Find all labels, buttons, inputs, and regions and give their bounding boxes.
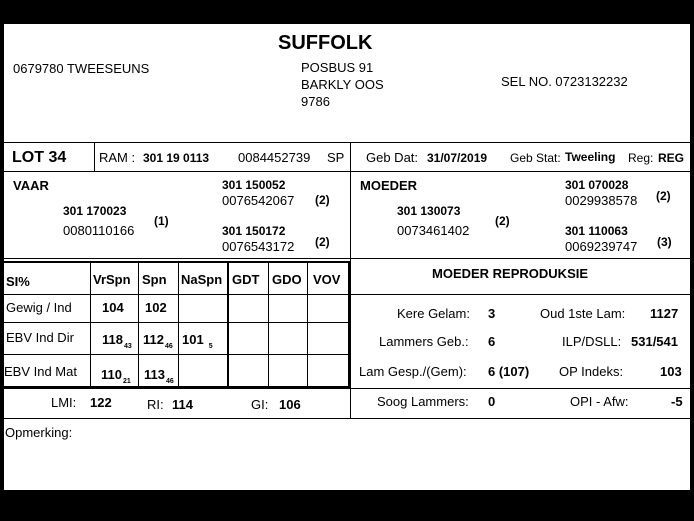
si-header-label: SI% [6,274,30,289]
dam-note: (2) [495,214,510,228]
sire-sire-id: 301 150052 [222,178,286,192]
dam-sire-id: 301 070028 [565,178,629,192]
dam-dam-note: (3) [657,235,672,249]
table-border [227,261,229,387]
divider [4,258,690,259]
si-header-naspn: NaSpn [181,272,223,287]
table-border [4,354,350,355]
ilp-value: 531/541 [631,334,678,349]
table-border [4,261,350,263]
table-border [138,261,139,387]
si-spn-count: 46 [164,343,173,350]
birth-status: Tweeling [565,150,616,164]
si-header-spn: Spn [142,272,167,287]
op-value: 103 [660,364,682,379]
si-vrspn-value: $110_{21}$ [101,367,131,385]
ram-sale-card [4,24,690,490]
dam-id: 301 130073 [397,204,461,218]
sire-sire-note: (2) [315,193,330,207]
opi-value: -5 [671,394,683,409]
lammers-gebore-value: 6 [488,334,496,349]
ram-id: 301 19 0113 [143,151,210,165]
lot-number: LOT 34 [12,149,67,166]
oud-label: Oud 1ste Lam: [540,306,626,321]
sire-number: 0080110166 [63,223,135,238]
table-border [348,261,350,387]
breed-title: SUFFOLK [278,32,373,54]
si-row-label: EBV Ind Dir [6,330,74,345]
op-label: OP Indeks: [559,364,624,379]
soog-value: 0 [488,394,496,409]
table-border [4,322,350,323]
gi-value: 106 [279,397,301,412]
lmi-label: LMI: [51,395,77,410]
ram-label: RAM : [99,150,136,165]
birth-date: 31/07/2019 [427,151,488,165]
si-spn-count: 46 [165,378,174,385]
divider [4,418,690,419]
lammers-gebore-label: Lammers Geb.: [379,334,469,349]
table-border [4,386,350,388]
dam-number: 0073461402 [397,223,470,238]
si-naspn-count: 5 [208,343,213,350]
sire-dam-note: (2) [315,235,330,249]
address-line-3: 9786 [301,94,330,109]
sire-id: 301 170023 [63,204,127,218]
divider [4,171,690,172]
si-header-gdo: GDO [272,272,302,287]
si-row-label: EBV Ind Mat [4,364,77,379]
lmi-value: 122 [90,395,112,410]
si-spn-value: 102 [145,300,167,315]
birth-date-label: Geb Dat: [366,150,419,165]
opi-label: OPI - Afw: [570,394,629,409]
reg-value: REG [658,151,685,165]
sire-sire-number: 0076542067 [222,193,295,208]
dam-dam-number: 0069239747 [565,239,638,254]
kere-gelam-label: Kere Gelam: [397,306,470,321]
sire-label: VAAR [13,178,49,193]
birth-status-label: Geb Stat: [510,151,561,165]
dam-label: MOEDER [360,178,418,193]
ri-label: RI: [147,397,164,412]
si-header-vov: VOV [313,272,341,287]
gespeen-value: 6 (107) [488,364,530,379]
owner: 0679780 TWEESEUNS [13,61,150,76]
table-border [307,261,308,387]
si-naspn-value: 101 $_5$ [182,332,213,350]
divider [94,142,95,171]
table-border [268,261,269,387]
kere-gelam-value: 3 [488,306,496,321]
dam-sire-note: (2) [656,189,671,203]
address-line-1: POSBUS 91 [301,60,374,75]
si-vrspn-count: 21 [122,378,131,385]
si-spn-value: $113_{46}$ [144,367,174,385]
ram-number: 0084452739 [238,150,311,165]
sel-number: SEL NO. 0723132232 [501,74,628,89]
soog-label: Soog Lammers: [377,394,469,409]
si-header-gdt: GDT [232,272,260,287]
si-vrspn-count: 43 [123,343,132,350]
table-border [178,261,179,387]
si-spn-value: $112_{46}$ [143,332,173,350]
sire-note: (1) [154,214,169,228]
sire-dam-id: 301 150172 [222,224,286,238]
gi-label: GI: [251,397,269,412]
oud-value: 1127 [650,306,679,321]
table-border [4,294,350,295]
gespeen-label: Lam Gesp./(Gem): [359,364,467,379]
table-border [90,261,91,387]
reproduction-title: MOEDER REPRODUKSIE [432,266,589,281]
dam-dam-id: 301 110063 [565,224,628,238]
si-row-label: Gewig / Ind [6,300,72,315]
ram-breed-code: SP [327,150,345,165]
ri-value: 114 [172,397,193,412]
address-line-2: BARKLY OOS [301,77,384,92]
dam-sire-number: 0029938578 [565,193,638,208]
ilp-label: ILP/DSLL: [562,334,622,349]
divider [350,142,351,418]
si-vrspn-value: $118_{43}$ [102,332,132,350]
si-vrspn-value: 104 [102,300,124,315]
sire-dam-number: 0076543172 [222,239,295,254]
reg-label: Reg: [628,151,654,165]
si-header-vrspn: VrSpn [93,272,131,287]
divider [4,142,690,143]
divider [4,388,690,389]
remarks-label: Opmerking: [5,425,73,440]
divider [350,294,690,295]
